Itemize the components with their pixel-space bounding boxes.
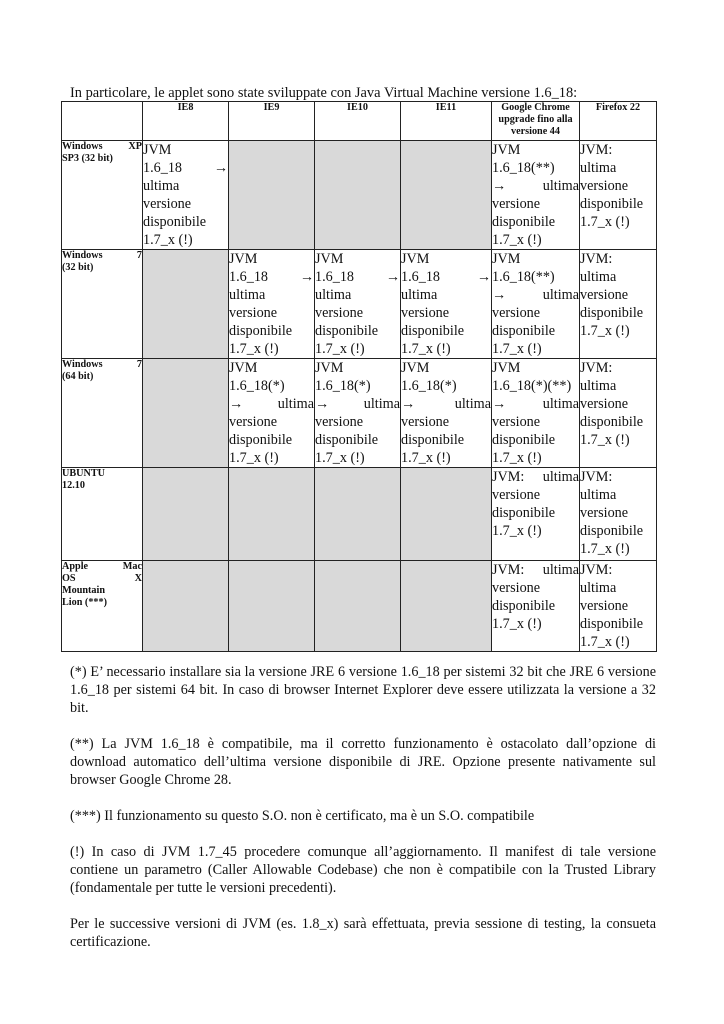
cell-line: JVM [492, 142, 521, 158]
cell-line: 1.6_18(*)(**) [492, 378, 572, 394]
cell-line [492, 286, 579, 304]
cell-text: 1.6_18 [229, 269, 269, 285]
cell-win7-32-ie9 [229, 250, 315, 359]
cell-win7-64-chrome [492, 359, 580, 468]
cell-line: 1.7_x (!) [143, 232, 193, 248]
row-header-line: (64 bit) [62, 371, 94, 382]
cell-line: disponibile [580, 196, 644, 212]
cell-line [492, 395, 579, 413]
cell-line: 1.7_x (!) [492, 232, 542, 248]
cell-line: JVM: [580, 360, 613, 376]
cell-line [143, 159, 228, 177]
cell-win7-32-firefox [580, 250, 657, 359]
cell-text: 1.6_18 [143, 160, 183, 176]
cell-line: disponibile [229, 323, 293, 339]
cell-line: ultima [315, 287, 352, 303]
arrow-icon: → [385, 269, 400, 285]
row-header-line: Windows XP [62, 141, 142, 152]
cell-line: JVM: [580, 142, 613, 158]
column-header-firefox: Firefox 22 [580, 102, 657, 141]
cell-ubuntu-ie9 [229, 468, 315, 561]
cell-line: JVM [229, 251, 258, 267]
cell-line: versione [492, 580, 541, 596]
cell-line: 1.7_x (!) [492, 341, 542, 357]
cell-line [401, 395, 491, 413]
row-header-line: Lion (***) [62, 597, 107, 608]
cell-line: JVM [492, 251, 521, 267]
arrow-icon: → [492, 178, 507, 194]
cell-line: versione [315, 305, 364, 321]
cell-line: 1.7_x (!) [580, 541, 630, 557]
arrow-icon: → [492, 287, 507, 303]
cell-line: 1.7_x (!) [492, 616, 542, 632]
cell-line: disponibile [401, 432, 465, 448]
cell-line: 1.6_18(*) [401, 378, 457, 394]
cell-line: versione [143, 196, 192, 212]
cell-line: disponibile [492, 505, 556, 521]
arrow-icon: → [229, 396, 244, 412]
row-header-macos [62, 561, 143, 652]
cell-macos-ie9 [229, 561, 315, 652]
cell-line: disponibile [492, 432, 556, 448]
cell-line: ultima [580, 160, 617, 176]
cell-win7-64-ie11 [401, 359, 492, 468]
cell-line [315, 268, 400, 286]
cell-line: versione [229, 414, 278, 430]
cell-line [492, 561, 579, 579]
cell-text: ultima [454, 396, 491, 412]
cell-line: ultima [229, 287, 266, 303]
cell-win7-64-ie8 [143, 359, 229, 468]
column-header-ie11: IE11 [401, 102, 492, 141]
table-row [62, 250, 657, 359]
cell-ubuntu-chrome [492, 468, 580, 561]
row-header-line: Windows 7 [62, 250, 142, 261]
cell-winxp-firefox [580, 141, 657, 250]
row-header-ubuntu [62, 468, 143, 561]
cell-line: versione [580, 178, 629, 194]
cell-macos-chrome [492, 561, 580, 652]
cell-line: JVM [401, 360, 430, 376]
arrow-icon: → [492, 396, 507, 412]
cell-win7-64-firefox [580, 359, 657, 468]
cell-win7-32-ie11 [401, 250, 492, 359]
cell-line: JVM: [580, 251, 613, 267]
cell-line: 1.7_x (!) [401, 341, 451, 357]
cell-line: 1.7_x (!) [580, 634, 630, 650]
cell-line [401, 268, 491, 286]
cell-text: ultima [542, 287, 579, 303]
cell-line: ultima [580, 487, 617, 503]
cell-line: 1.7_x (!) [315, 450, 365, 466]
cell-line: JVM [401, 251, 430, 267]
cell-text: ultima [542, 396, 579, 412]
header-row [62, 102, 657, 141]
cell-line: versione [580, 598, 629, 614]
cell-text: 1.6_18 [315, 269, 355, 285]
cell-line: JVM [315, 360, 344, 376]
corner-cell [62, 102, 143, 141]
cell-line: disponibile [315, 432, 379, 448]
row-header-line: Windows 7 [62, 359, 142, 370]
cell-line: 1.7_x (!) [580, 432, 630, 448]
intro-text: In particolare, le applet sono state sviluppate con Java Virtual Machine versione 1.6_18: [70, 85, 578, 101]
cell-line: versione [492, 196, 541, 212]
cell-line: 1.6_18(*) [315, 378, 371, 394]
cell-winxp-ie10 [315, 141, 401, 250]
cell-line: disponibile [580, 616, 644, 632]
cell-line: JVM [315, 251, 344, 267]
cell-line: 1.7_x (!) [229, 341, 279, 357]
cell-ubuntu-firefox [580, 468, 657, 561]
table-row [62, 141, 657, 250]
cell-line: disponibile [580, 414, 644, 430]
cell-ubuntu-ie8 [143, 468, 229, 561]
arrow-icon: → [315, 396, 330, 412]
cell-line: disponibile [580, 523, 644, 539]
cell-line: 1.7_x (!) [492, 450, 542, 466]
footnote-paragraph: (***) Il funzionamento su questo S.O. non è certificato, ma è un S.O. compatibile [70, 808, 535, 824]
row-header-line: SP3 (32 bit) [62, 153, 113, 164]
cell-line [315, 395, 400, 413]
cell-line: versione [492, 487, 541, 503]
cell-line: JVM [492, 360, 521, 376]
cell-macos-ie8 [143, 561, 229, 652]
cell-line: disponibile [229, 432, 293, 448]
cell-line: 1.7_x (!) [492, 523, 542, 539]
arrow-icon: → [213, 160, 228, 176]
cell-line: versione [401, 305, 450, 321]
cell-text: 1.6_18 [401, 269, 441, 285]
cell-ubuntu-ie10 [315, 468, 401, 561]
table-row [62, 561, 657, 652]
footnote-paragraph: Per le successive versioni di JVM (es. 1.8_x) sarà effettuata, previa sessione di testing, la consueta certificazione. [70, 916, 656, 950]
cell-line: versione [580, 287, 629, 303]
cell-line: versione [229, 305, 278, 321]
cell-text: JVM: [492, 469, 525, 485]
cell-line: disponibile [580, 305, 644, 321]
cell-line: versione [401, 414, 450, 430]
cell-line: 1.6_18(*) [229, 378, 285, 394]
row-header-line: Apple Mac [62, 561, 142, 572]
cell-line: 1.7_x (!) [401, 450, 451, 466]
row-header-line: 12.10 [62, 480, 85, 491]
cell-winxp-ie9 [229, 141, 315, 250]
footnotes [70, 663, 656, 969]
cell-win7-32-chrome [492, 250, 580, 359]
cell-line: disponibile [492, 323, 556, 339]
cell-line: JVM [229, 360, 258, 376]
row-header-line: OS X [62, 573, 142, 584]
cell-line: 1.7_x (!) [580, 214, 630, 230]
compatibility-table [61, 101, 657, 652]
row-header-line: (32 bit) [62, 262, 94, 273]
cell-win7-32-ie8 [143, 250, 229, 359]
cell-winxp-ie11 [401, 141, 492, 250]
cell-line: disponibile [401, 323, 465, 339]
cell-line: ultima [580, 378, 617, 394]
row-header-line: Mountain [62, 585, 106, 596]
cell-text: ultima [542, 178, 579, 194]
cell-win7-64-ie9 [229, 359, 315, 468]
cell-line: versione [580, 396, 629, 412]
table-row [62, 359, 657, 468]
cell-text: ultima [542, 469, 579, 485]
cell-macos-ie10 [315, 561, 401, 652]
cell-line: 1.6_18(**) [492, 160, 555, 176]
column-header-ie8: IE8 [143, 102, 229, 141]
cell-line: ultima [580, 269, 617, 285]
cell-line: versione [492, 414, 541, 430]
cell-line: versione [492, 305, 541, 321]
cell-text: ultima [542, 562, 579, 578]
cell-line [492, 177, 579, 195]
cell-winxp-ie8 [143, 141, 229, 250]
cell-line: 1.7_x (!) [315, 341, 365, 357]
row-header-line: UBUNTU [62, 468, 106, 479]
column-header-ie10: IE10 [315, 102, 401, 141]
cell-line: 1.7_x (!) [580, 323, 630, 339]
column-header-ie9: IE9 [229, 102, 315, 141]
cell-line: disponibile [315, 323, 379, 339]
cell-line: JVM: [580, 469, 613, 485]
footnote-paragraph: (**) La JVM 1.6_18 è compatibile, ma il corretto funzionamento è ostacolato dall’opzione di download automatico dell’ultima versione disponibile di JRE. Opzione presente nativamente sul browser Google Chrome 28. [70, 736, 656, 788]
cell-line: ultima [143, 178, 180, 194]
cell-macos-ie11 [401, 561, 492, 652]
row-header-win7-32 [62, 250, 143, 359]
cell-text: JVM: [492, 562, 525, 578]
cell-line: disponibile [143, 214, 207, 230]
cell-win7-32-ie10 [315, 250, 401, 359]
cell-line [492, 468, 579, 486]
cell-text: ultima [277, 396, 314, 412]
cell-ubuntu-ie11 [401, 468, 492, 561]
cell-line: ultima [401, 287, 438, 303]
cell-line: 1.7_x (!) [229, 450, 279, 466]
cell-line: JVM [143, 142, 172, 158]
cell-line [229, 395, 314, 413]
cell-line: JVM: [580, 562, 613, 578]
cell-line: ultima [580, 580, 617, 596]
cell-line: versione [315, 414, 364, 430]
cell-line [229, 268, 314, 286]
cell-win7-64-ie10 [315, 359, 401, 468]
cell-line: disponibile [492, 214, 556, 230]
footnote-paragraph: (*) E’ necessario installare sia la versione JRE 6 versione 1.6_18 per sistemi 32 bit che JRE 6 versione 1.6_18 per sistemi 64 bit. In caso di browser Internet Explorer deve essere utilizzata la versione a 32 bit. [70, 664, 656, 716]
cell-line: 1.6_18(**) [492, 269, 555, 285]
cell-macos-firefox [580, 561, 657, 652]
footnote-paragraph: (!) In caso di JVM 1.7_45 procedere comunque all’aggiornamento. Il manifest di tale versione contiene un parametro (Caller Allowable Codebase) che non è compatibile con la Trusted Library (fondamentale per tutte le versioni precedenti). [70, 844, 656, 896]
row-header-win7-64 [62, 359, 143, 468]
arrow-icon: → [476, 269, 491, 285]
cell-winxp-chrome [492, 141, 580, 250]
cell-text: ultima [363, 396, 400, 412]
row-header-winxp [62, 141, 143, 250]
arrow-icon: → [299, 269, 314, 285]
cell-line: disponibile [492, 598, 556, 614]
column-header-chrome: Google Chrome upgrade fino alla versione 44 [492, 102, 580, 141]
table-row [62, 468, 657, 561]
arrow-icon: → [401, 396, 416, 412]
cell-line: versione [580, 505, 629, 521]
